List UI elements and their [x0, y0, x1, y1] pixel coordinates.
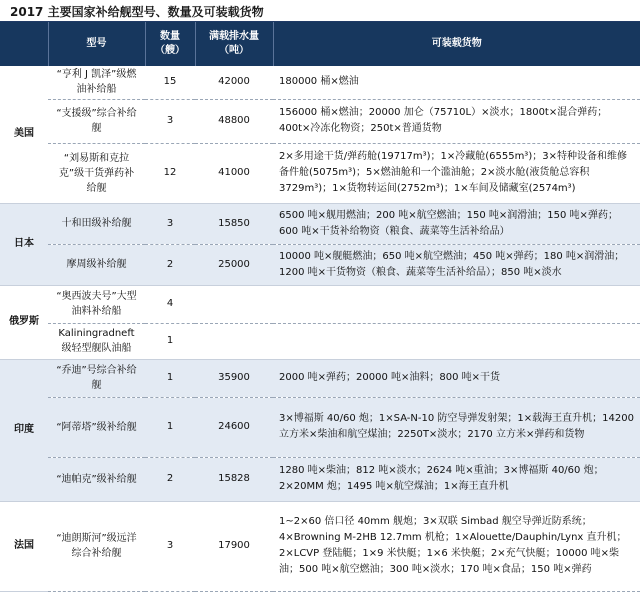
type-cell: “乔迪”号综合补给舰: [48, 359, 145, 397]
qty-cell: 1: [145, 323, 195, 359]
supply-ship-table: [0, 22, 640, 592]
table-row: [0, 203, 640, 244]
table-row: [0, 323, 640, 359]
qty-cell: 1: [145, 397, 195, 457]
qty-cell: 15: [145, 66, 195, 99]
cargo-cell: 6500 吨×舰用燃油；200 吨×航空燃油；150 吨×润滑油；150 吨×弹药；600 吨×干货补给物资（粮食、蔬菜等生活补给品）: [273, 203, 640, 244]
header-cargo: 可装载货物: [273, 22, 640, 66]
type-cell: “亨利 J 凯泽”级燃油补给船: [48, 66, 145, 99]
table-row: [0, 99, 640, 143]
qty-cell: 2: [145, 244, 195, 285]
qty-cell: 3: [145, 99, 195, 143]
displacement-cell: [195, 285, 273, 323]
displacement-cell: 17900: [195, 501, 273, 591]
type-cell: Kaliningradneft 级轻型舰队油船: [48, 323, 145, 359]
displacement-cell: 15850: [195, 203, 273, 244]
qty-cell: 3: [145, 501, 195, 591]
qty-cell: 12: [145, 143, 195, 203]
type-cell: “支援级”综合补给舰: [48, 99, 145, 143]
table-row: [0, 457, 640, 501]
displacement-cell: 41000: [195, 143, 273, 203]
table-row: [0, 143, 640, 203]
type-cell: 摩周级补给舰: [48, 244, 145, 285]
displacement-cell: 25000: [195, 244, 273, 285]
cargo-cell: 10000 吨×舰艇燃油；650 吨×航空燃油；450 吨×弹药；180 吨×润滑油；1200 吨×干货物资（粮食、蔬菜等生活补给品）；850 吨×淡水: [273, 244, 640, 285]
type-cell: “刘易斯和克拉克”级干货弹药补给舰: [48, 143, 145, 203]
type-cell: “迪朗斯河”级远洋综合补给舰: [48, 501, 145, 591]
type-cell: “阿蒂塔”级补给舰: [48, 397, 145, 457]
table-row: [0, 359, 640, 397]
page-title: 2017 主要国家补给舰型号、数量及可装载货物: [10, 5, 264, 19]
cargo-cell: [273, 323, 640, 359]
displacement-cell: 42000: [195, 66, 273, 99]
header-displacement: 满载排水量 （吨）: [195, 22, 273, 66]
country-cell: 印度: [0, 359, 48, 501]
displacement-cell: [195, 323, 273, 359]
cargo-cell: 2×多用途干货/弹药舱(19717m³)；1×冷藏舱(6555m³)；3×特种设备和维修备件舱(5075m³)；5×燃油舱和一个滥油舱；2×淡水舱(液货舱总容积 3729m³)；1×货物转运间(2752m³)；1×车间及储藏室(2574m³): [273, 143, 640, 203]
country-cell: 法国: [0, 501, 48, 591]
cargo-cell: 2000 吨×弹药；20000 吨×油料；800 吨×干货: [273, 359, 640, 397]
displacement-cell: 35900: [195, 359, 273, 397]
cargo-cell: 156000 桶×燃油；20000 加仑（75710L）×淡水；1800t×混合弹药；400t×冷冻化物资；250t×普通货物: [273, 99, 640, 143]
header-country: [0, 22, 48, 66]
country-cell: 日本: [0, 203, 48, 285]
table-row: [0, 66, 640, 99]
table-row: [0, 501, 640, 591]
table-row: [0, 244, 640, 285]
header-type: 型号: [48, 22, 145, 66]
cargo-cell: 180000 桶×燃油: [273, 66, 640, 99]
type-cell: “迪帕克”级补给舰: [48, 457, 145, 501]
country-cell: 美国: [0, 66, 48, 203]
qty-cell: 3: [145, 203, 195, 244]
qty-cell: 4: [145, 285, 195, 323]
displacement-cell: 15828: [195, 457, 273, 501]
type-cell: “奥西波夫号”大型油料补给船: [48, 285, 145, 323]
qty-cell: 2: [145, 457, 195, 501]
cargo-cell: 3×博福斯 40/60 炮；1×SA-N-10 防空导弹发射架；1×载海王直升机；14200 立方米×柴油和航空煤油；2250T×淡水；2170 立方米×弹药和货物: [273, 397, 640, 457]
table-row: [0, 285, 640, 323]
country-cell: 俄罗斯: [0, 285, 48, 359]
cargo-cell: [273, 285, 640, 323]
qty-cell: 1: [145, 359, 195, 397]
cargo-cell: 1~2×60 倍口径 40mm 舰炮；3×双联 Simbad 舰空导弹近防系统；4×Browning M-2HB 12.7mm 机枪；1×Alouette/Dauphin/Lynx 直升机；2×LCVP 登陆艇；1×9 米快艇；1×6 米快艇；2×充气快艇；10000 吨×柴油；500 吨×航空燃油；300 吨×淡水；170 吨×食品；150 吨×弹药: [273, 501, 640, 591]
table-row: [0, 397, 640, 457]
displacement-cell: 24600: [195, 397, 273, 457]
cargo-cell: 1280 吨×柴油；812 吨×淡水；2624 吨×重油；3×博福斯 40/60 炮；2×20MM 炮；1495 吨×航空煤油；1×海王直升机: [273, 457, 640, 501]
header-qty: 数量 （艘）: [145, 22, 195, 66]
table-header-row: [0, 22, 640, 66]
displacement-cell: 48800: [195, 99, 273, 143]
type-cell: 十和田级补给舰: [48, 203, 145, 244]
